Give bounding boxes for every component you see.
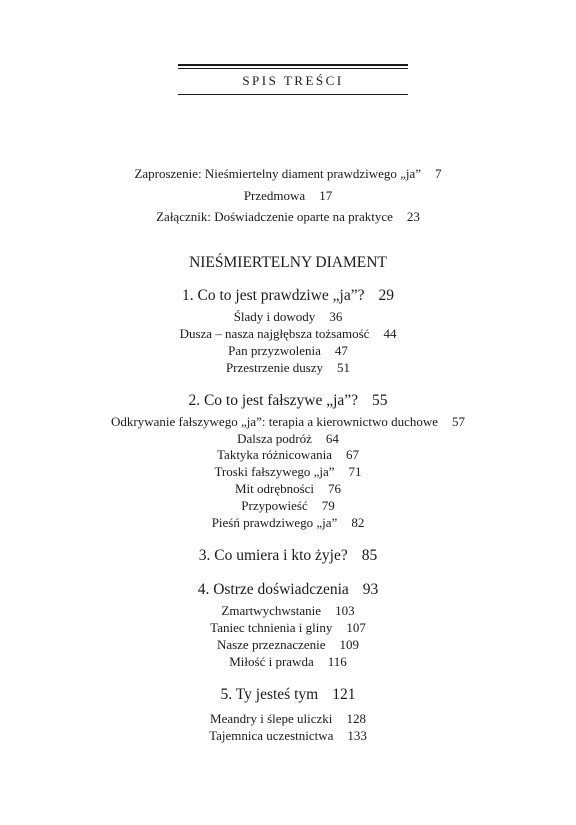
chapter-title: 1. Co to jest prawdziwe „ja”? [182,287,365,304]
section-page: 47 [334,343,348,358]
toc-entry-page: 17 [319,188,333,203]
chapter-entry[interactable] [0,547,576,565]
section-entry[interactable] [0,637,576,653]
section-title: Dalsza podróż [237,431,312,446]
toc-entry-title: Załącznik: Doświadczenie oparte na praktyce [156,209,393,224]
chapter-page: 55 [372,392,388,409]
section-title: Tajemnica uczestnictwa [209,728,334,743]
toc-header [178,64,408,96]
section-page: 103 [335,603,355,618]
header-rule-top-thin [178,68,408,69]
section-entry[interactable] [0,360,576,376]
section-title: Mit odrębności [234,481,315,496]
chapter-title: 2. Co to jest fałszywe „ja”? [188,392,359,409]
section-entry[interactable] [0,414,576,430]
chapter-page: 121 [332,686,356,703]
section-title: Odkrywanie fałszywego „ja”: terapia a kierownictwo duchowe [110,414,439,429]
section-entry[interactable] [0,728,576,744]
section-entry[interactable] [0,654,576,670]
header-rule-bottom [178,94,408,95]
section-entry[interactable] [0,515,576,531]
section-page: 36 [329,309,343,324]
section-page: 64 [325,431,339,446]
section-title: Miłość i prawda [229,654,314,669]
chapter-title: 3. Co umiera i kto żyje? [198,547,348,564]
chapter-entry[interactable] [0,392,576,410]
toc-entry[interactable] [0,188,576,204]
section-title: Zmartwychwstanie [221,603,322,618]
section-page: 128 [346,711,366,726]
section-entry[interactable] [0,343,576,359]
chapter-entry[interactable] [0,686,576,704]
section-title: Pieśń prawdziwego „ja” [211,515,338,530]
toc-entry-title: Zaproszenie: Nieśmiertelny diament prawdziwego „ja” [134,166,422,181]
section-page: 79 [321,498,335,513]
section-page: 109 [339,637,360,652]
toc-entry-page: 23 [406,209,420,224]
chapter-entry[interactable] [0,287,576,305]
section-title: Pan przyzwolenia [228,343,321,358]
section-title: Troski fałszywego „ja” [214,464,335,479]
section-page: 44 [383,326,397,341]
section-page: 82 [351,515,365,530]
section-entry[interactable] [0,326,576,342]
section-entry[interactable] [0,603,576,619]
section-title: Przypowieść [241,498,308,513]
section-title: Taniec tchnienia i gliny [210,620,333,635]
section-entry[interactable] [0,447,576,463]
section-title: Meandry i ślepe uliczki [210,711,333,726]
section-entry[interactable] [0,464,576,480]
toc-entry[interactable] [0,166,576,182]
section-entry[interactable] [0,309,576,325]
toc-entry-page: 7 [435,166,442,181]
section-page: 51 [337,360,351,375]
section-entry[interactable] [0,620,576,636]
section-page: 57 [452,414,466,429]
section-page: 107 [346,620,366,635]
chapter-page: 85 [361,547,378,564]
section-title: Przestrzenie duszy [225,360,324,375]
chapter-page: 93 [362,581,379,598]
toc-entry-title: Przedmowa [243,188,306,203]
section-title: Nasze przeznaczenie [216,637,326,652]
section-title: Ślady i dowody [233,309,316,324]
chapter-title: 4. Ostrze doświadczenia [197,581,349,598]
chapter-entry[interactable] [0,581,576,599]
section-page: 116 [327,654,347,669]
toc-title: SPIS TREŚCI [242,73,344,88]
chapter-page: 29 [378,287,394,304]
part-title: NIEŚMIERTELNY DIAMENT [189,254,387,271]
section-page: 133 [347,728,367,743]
section-entry[interactable] [0,431,576,447]
section-page: 76 [328,481,342,496]
section-page: 71 [348,464,362,479]
section-entry[interactable] [0,481,576,497]
section-entry[interactable] [0,711,576,727]
chapter-title: 5. Ty jesteś tym [220,686,319,703]
header-rule-top [178,64,408,66]
section-title: Taktyka różnicowania [217,447,332,462]
toc-entry[interactable] [0,209,576,225]
section-entry[interactable] [0,498,576,514]
section-title: Dusza – nasza najgłębsza tożsamość [179,326,370,341]
section-page: 67 [345,447,359,462]
